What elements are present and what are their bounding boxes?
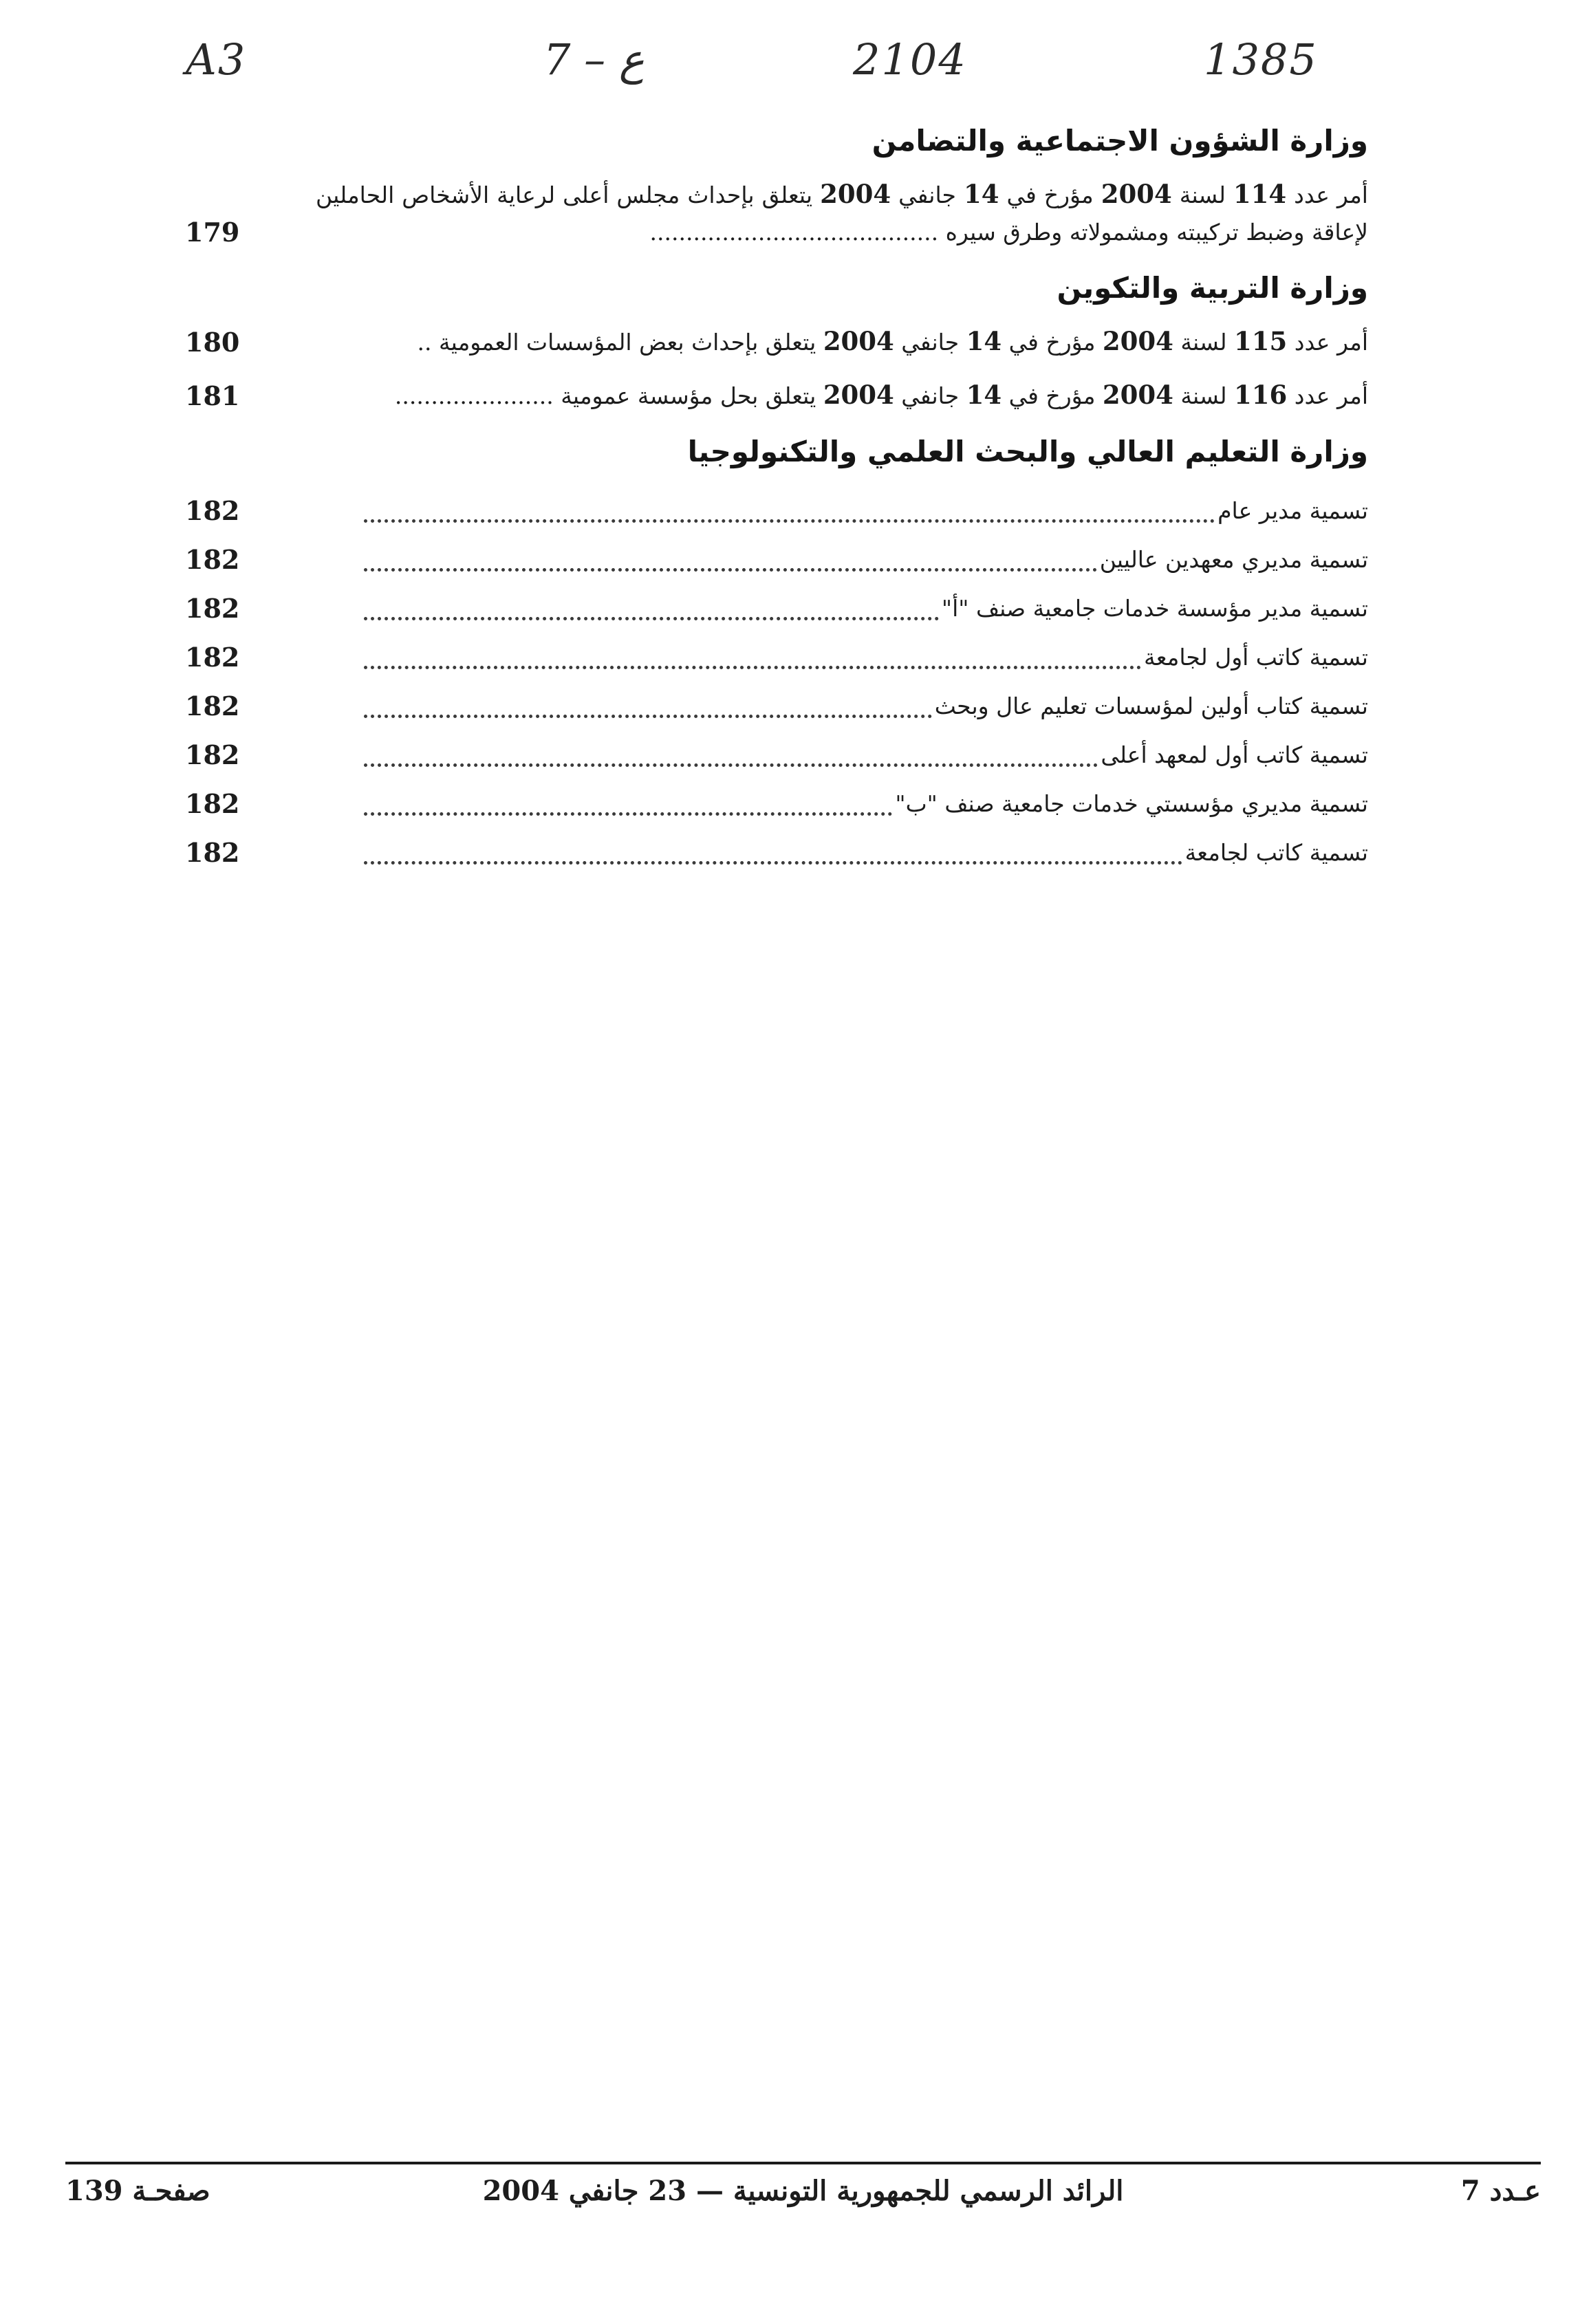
dot-leader (364, 694, 932, 718)
dot-leader (364, 792, 892, 816)
handwritten-note-b: 7 – ع (543, 34, 645, 85)
dot-leader (364, 645, 1141, 669)
toc-item[interactable] (185, 730, 1368, 779)
page-number: 182 (185, 642, 240, 673)
footer-journal-title: الرائد الرسمي للجمهورية التونسية — 23 جانفي 2004 (482, 2175, 1124, 2207)
dot-leader (364, 596, 939, 620)
handwritten-note-c: 2104 (853, 34, 967, 85)
footer-page-number: صفحـة 139 (65, 2175, 210, 2207)
entry-text: أمر عدد 115 لسنة 2004 مؤرخ في 14 جانفي 2004 يتعلق بإحداث بعض المؤسسات العمومية .. (417, 326, 1368, 356)
entry-text: أمر عدد 116 لسنة 2004 مؤرخ في 14 جانفي 2004 يتعلق بحل مؤسسة عمومية ...................... (394, 380, 1368, 410)
item-label: تسمية مديري معهدين عاليين (1099, 546, 1368, 573)
entry-text: أمر عدد 114 لسنة 2004 مؤرخ في 14 جانفي 2004 يتعلق بإحداث مجلس أعلى لرعاية الأشخاص الحاملين لإعاقة وضبط تركيبته ومشمولاته وطرق سيره ........................................ (316, 179, 1368, 246)
page-footer (65, 2175, 1541, 2223)
toc-item[interactable] (185, 828, 1368, 877)
toc-item[interactable] (185, 633, 1368, 682)
table-of-contents (185, 120, 1368, 877)
item-label: تسمية كاتب أول لجامعة (1144, 644, 1368, 671)
toc-entry[interactable] (185, 175, 1368, 251)
dot-leader (364, 499, 1215, 523)
toc-item[interactable] (185, 779, 1368, 828)
page-number: 182 (185, 544, 240, 575)
item-label: تسمية كتاب أولين لمؤسسات تعليم عال وبحث (934, 693, 1368, 719)
page-number: 182 (185, 739, 240, 770)
section-title: وزارة التعليم العالي والبحث العلمي والتكنولوجيا (687, 435, 1368, 468)
page-number: 182 (185, 837, 240, 868)
page-number: 182 (185, 788, 240, 819)
toc-entry[interactable] (185, 323, 1368, 361)
section-higher-education (185, 431, 1368, 877)
page-number: 179 (185, 217, 240, 248)
dot-leader (364, 743, 1098, 767)
section-title: وزارة الشؤون الاجتماعية والتضامن (872, 124, 1368, 158)
item-label: تسمية كاتب لجامعة (1184, 839, 1368, 866)
handwritten-note-d: 1385 (1204, 34, 1318, 85)
item-label: تسمية مديري مؤسستي خدمات جامعية صنف "ب" (895, 790, 1368, 817)
dot-leader (364, 840, 1182, 865)
page-number: 182 (185, 495, 240, 526)
footer-issue-number: عـدد 7 (1460, 2175, 1541, 2207)
section-title: وزارة التربية والتكوين (1057, 271, 1368, 305)
section-education (185, 268, 1368, 415)
page-number: 180 (185, 327, 240, 358)
toc-item[interactable] (185, 535, 1368, 584)
toc-entry[interactable] (185, 376, 1368, 415)
item-label: تسمية كاتب أول لمعهد أعلى (1101, 741, 1368, 768)
footer-divider (65, 2162, 1541, 2164)
toc-item[interactable] (185, 486, 1368, 535)
dot-leader (364, 547, 1097, 572)
page-number: 182 (185, 593, 240, 624)
toc-item[interactable] (185, 682, 1368, 730)
page-number: 182 (185, 691, 240, 721)
item-label: تسمية مدير مؤسسة خدمات جامعية صنف "أ" (941, 595, 1368, 622)
toc-item[interactable] (185, 584, 1368, 633)
section-social-affairs (185, 120, 1368, 251)
page-number: 181 (185, 380, 240, 411)
handwritten-note-a: A3 (186, 34, 247, 85)
item-label: تسمية مدير عام (1217, 497, 1368, 524)
